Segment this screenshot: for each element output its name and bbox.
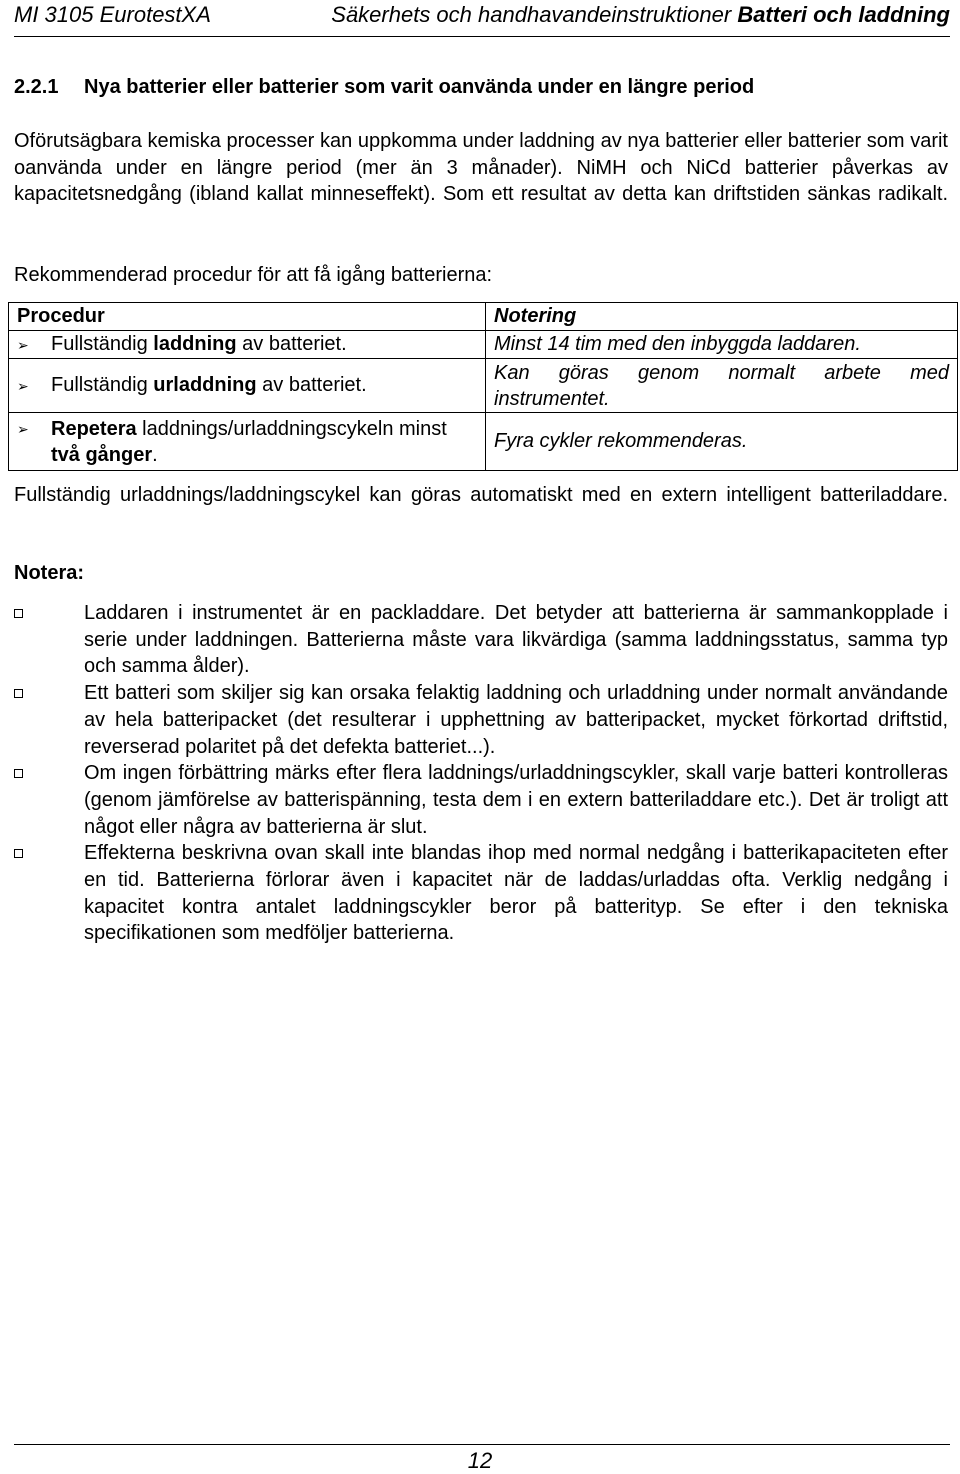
arrow-bullet-icon: ➢ — [17, 420, 29, 437]
table-row — [9, 413, 958, 471]
page-header — [14, 2, 950, 37]
table-header-row — [9, 303, 958, 331]
note-cell: Fyra cykler rekommenderas. — [486, 413, 958, 471]
list-item: Effekterna beskrivna ovan skall inte blandas ihop med normal nedgång i batterikapaciteten efter en tid. Batterierna förlorar även i kapacitet när de laddas/urladdas ofta. Verklig nedgång i kapacitet kontra antalet laddningscykler beror på batterityp. Se efter i den tekniska specifikationen som medföljer batterierna. — [14, 840, 948, 947]
checkbox-bullet-icon — [14, 840, 84, 947]
table-row — [9, 331, 958, 359]
procedure-header: Procedur — [9, 303, 486, 331]
header-chapter — [331, 2, 950, 28]
recommended-procedure-text: Rekommenderad procedur för att få igång batterierna: — [14, 264, 493, 286]
note-header: Notering — [486, 303, 958, 331]
list-item: Om ingen förbättring märks efter flera laddnings/urladdningscykler, skall varje batteri kontrolleras (genom jämförelse av batterispänning, testa dem i en extern batteriladdare etc.). Det är troligt att något eller några av batterierna är slut. — [14, 760, 948, 840]
header-chapter-bold: Batteri och laddning — [737, 2, 950, 27]
header-product: MI 3105 EurotestXA — [14, 2, 211, 27]
list-item: Ett batteri som skiljer sig kan orsaka felaktig laddning och urladdning under normalt användande av hela batteripacket (det resulterar i upphettning av batteripacket, mycket förkortad driftstid, reverserad polaritet på det defekta batteriet...). — [14, 680, 948, 760]
section-heading — [14, 76, 754, 99]
procedure-cell: ➢ Repetera laddnings/urladdningscykeln minst två gånger. — [9, 413, 486, 471]
notes-list — [14, 600, 948, 947]
arrow-bullet-icon: ➢ — [17, 378, 29, 394]
checkbox-bullet-icon — [14, 680, 84, 760]
auto-cycle-paragraph: Fullständig urladdnings/laddningscykel kan göras automatiskt med en extern intelligent batteriladdare. — [14, 484, 948, 506]
checkbox-bullet-icon — [14, 600, 84, 680]
notera-label: Notera: — [14, 562, 85, 584]
table-row — [9, 359, 958, 413]
list-item: Laddaren i instrumentet är en packladdare. Det betyder att batterierna är sammankopplade i serie under laddningen. Batterierna måste vara likvärdiga (samma laddningsstatus, samma typ och samma ålder). — [14, 600, 948, 680]
section-number: 2.2.1 — [14, 76, 59, 98]
page-number: 12 — [467, 1448, 493, 1473]
note-cell: Minst 14 tim med den inbyggda laddaren. — [486, 331, 958, 359]
footer-divider — [14, 1444, 950, 1445]
procedure-cell: ➢ Fullständig laddning av batteriet. — [9, 331, 486, 359]
arrow-bullet-icon: ➢ — [17, 337, 29, 353]
checkbox-bullet-icon — [14, 760, 84, 840]
intro-paragraph: Oförutsägbara kemiska processer kan uppkomma under laddning av nya batterier eller batterier som varit oanvända under en längre period (mer än 3 månader). NiMH och NiCd batterier påverkas av kapacitetsnedgång (ibland kallat minneseffekt). Som ett resultat av detta kan driftstiden sänkas radikalt. — [14, 130, 948, 206]
note-cell: Kan göras genom normalt arbete med instrumentet. — [486, 359, 958, 413]
procedure-table — [8, 302, 958, 471]
procedure-cell: ➢ Fullständig urladdning av batteriet. — [9, 359, 486, 413]
header-chapter-normal: Säkerhets och handhavandeinstruktioner — [331, 2, 738, 27]
section-title: Nya batterier eller batterier som varit oanvända under en längre period — [84, 76, 755, 98]
